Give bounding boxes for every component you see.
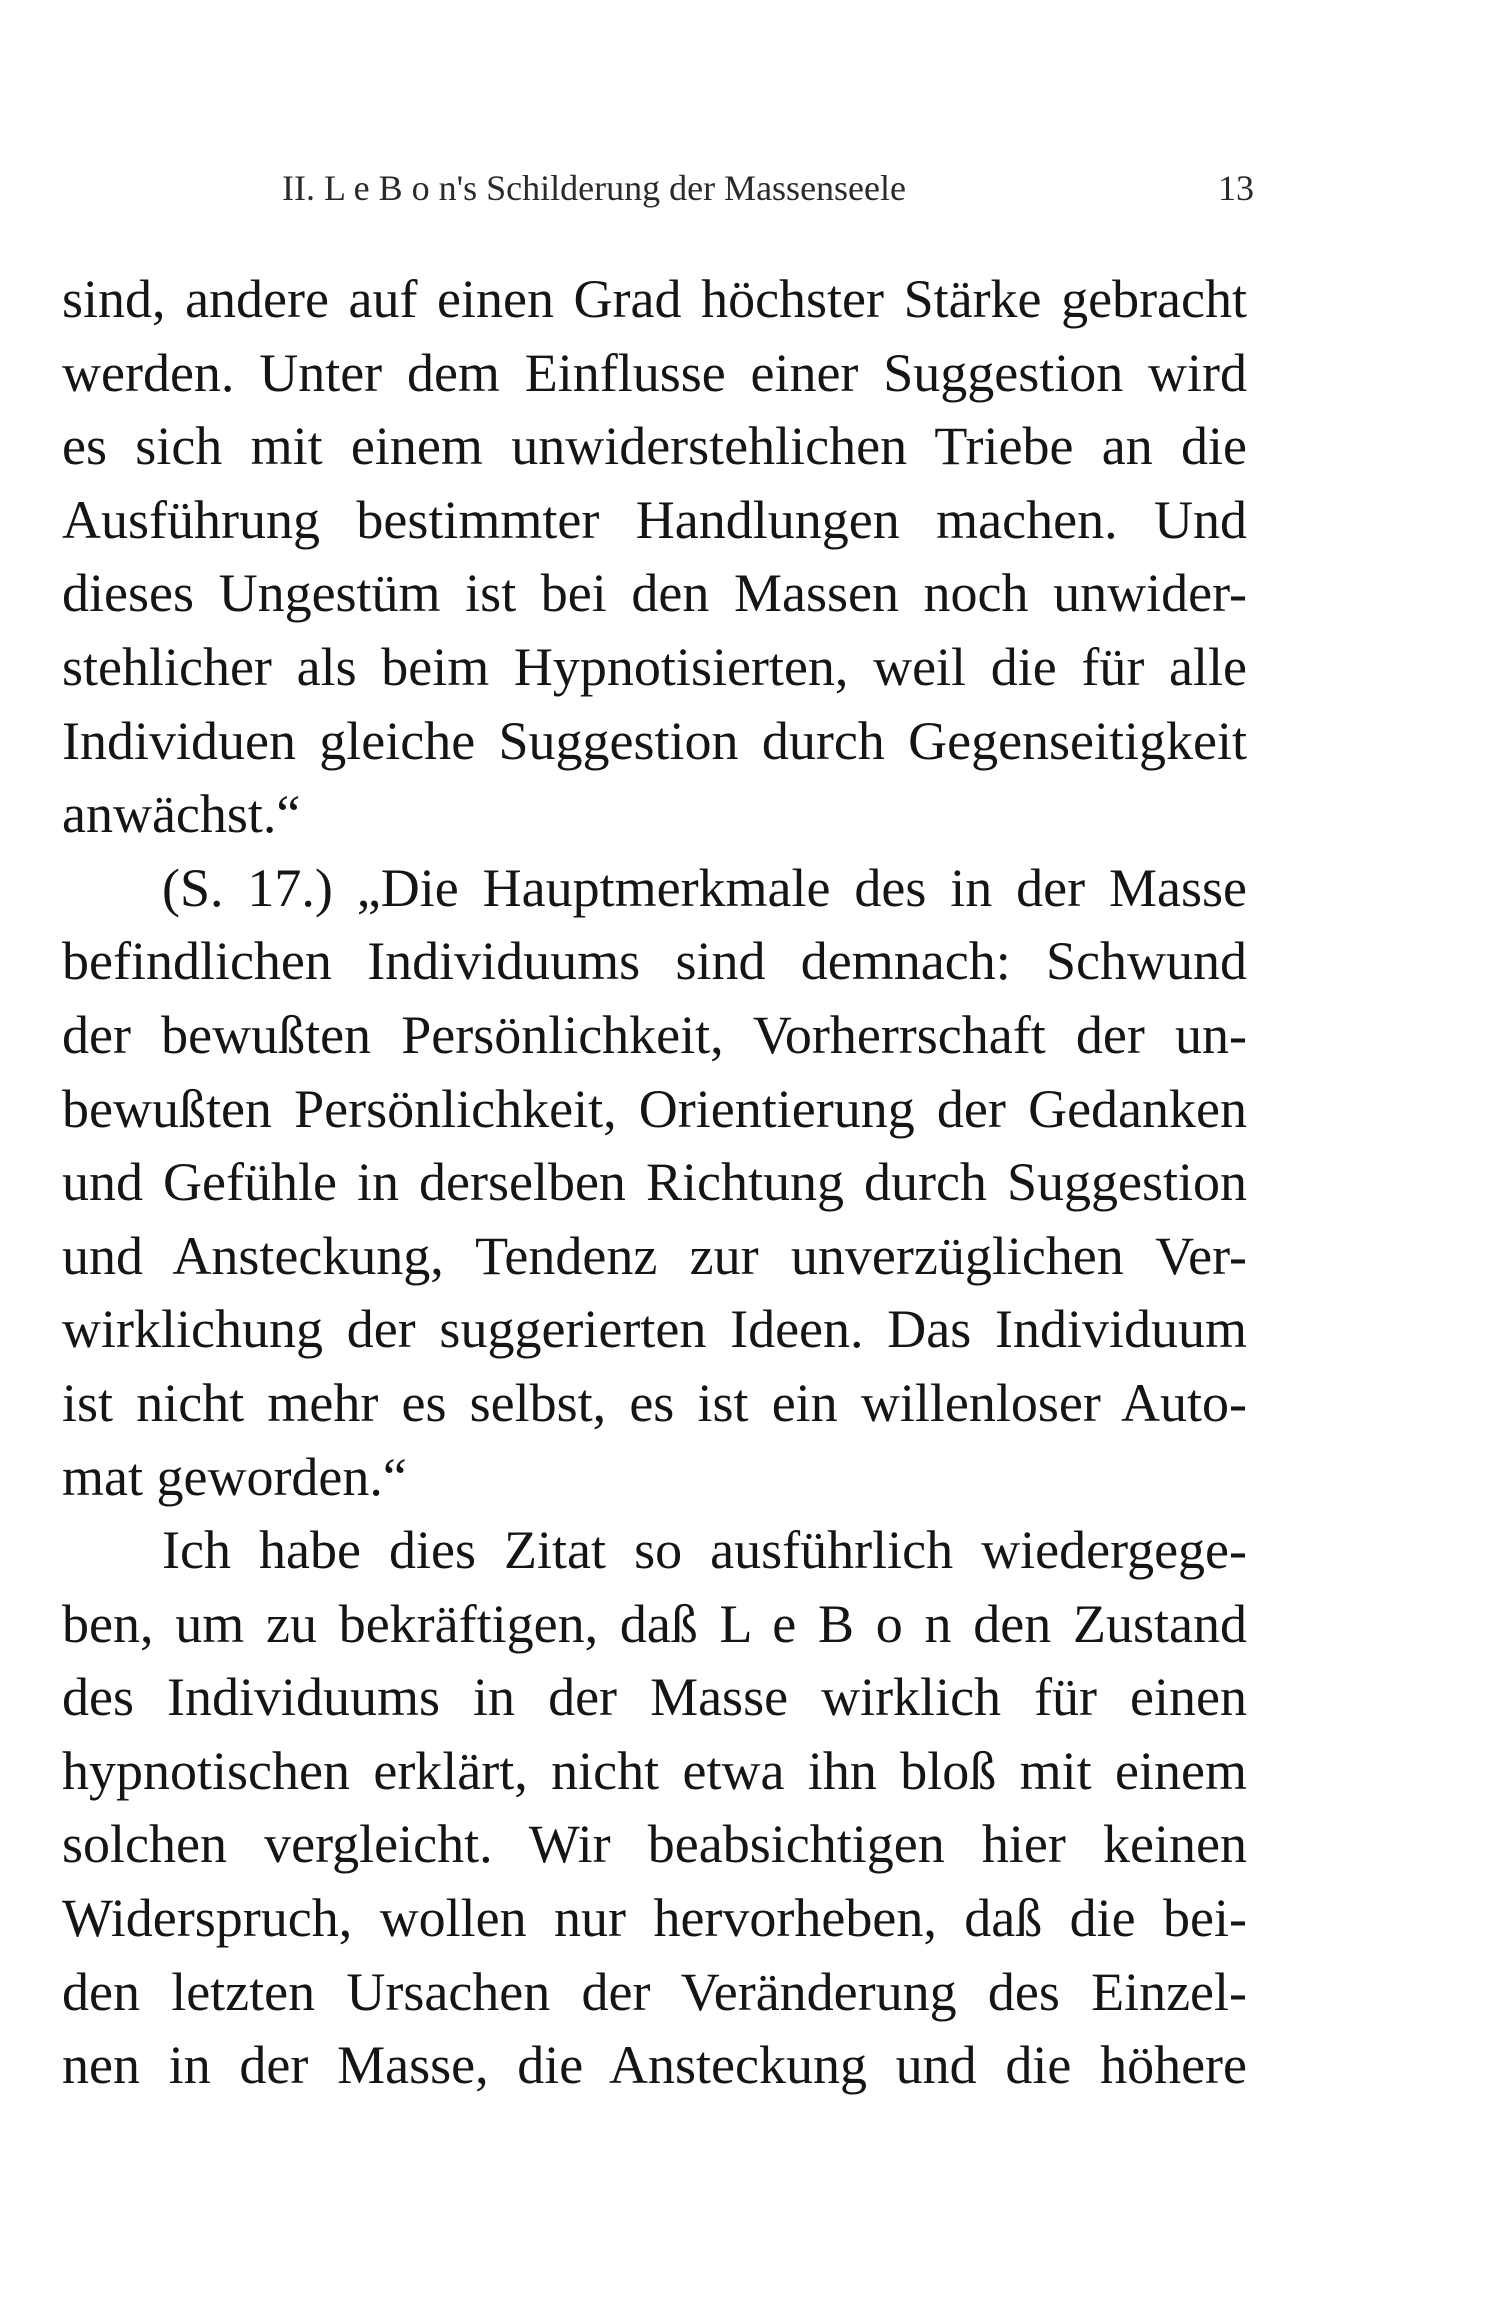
text-line: und Ansteckung, Tendenz zur unverzüglichen Ver- bbox=[62, 1225, 1247, 1286]
text-line: stehlicher als beim Hypnotisierten, weil die für alle bbox=[62, 636, 1247, 697]
text-line: wirklichung der suggerierten Ideen. Das Individuum bbox=[62, 1299, 1247, 1360]
running-header bbox=[0, 158, 1487, 218]
text-line: anwächst.“ bbox=[62, 784, 301, 845]
text-line: befindlichen Individuums sind demnach: Schwund bbox=[62, 931, 1247, 992]
text-line: solchen vergleicht. Wir beabsichtigen hier keinen bbox=[62, 1814, 1247, 1875]
text-line: den letzten Ursachen der Veränderung des Einzel- bbox=[62, 1961, 1247, 2022]
text-line: Individuen gleiche Suggestion durch Gegenseitigkeit bbox=[62, 710, 1247, 771]
text-line: Widerspruch, wollen nur hervorheben, daß die bei- bbox=[62, 1888, 1247, 1949]
text-line: ist nicht mehr es selbst, es ist ein willenloser Auto- bbox=[62, 1372, 1247, 1433]
text-line: und Gefühle in derselben Richtung durch Suggestion bbox=[62, 1152, 1247, 1213]
text-line: dieses Ungestüm ist bei den Massen noch unwider- bbox=[62, 563, 1247, 624]
text-line: nen in der Masse, die Ansteckung und die höhere bbox=[62, 2035, 1247, 2096]
text-line: sind, andere auf einen Grad höchster Stärke gebracht bbox=[62, 269, 1247, 329]
text-line: Ausführung bestimmter Handlungen machen. Und bbox=[62, 489, 1247, 550]
text-line: bewußten Persönlichkeit, Orientierung der Gedanken bbox=[62, 1078, 1247, 1139]
text-line: Ich habe dies Zitat so ausführlich wiedergege- bbox=[162, 1520, 1247, 1581]
running-head-title: II. L e B o n's Schilderung der Massenseele bbox=[282, 168, 906, 208]
page-number: 13 bbox=[1218, 168, 1254, 208]
text-line: mat geworden.“ bbox=[62, 1446, 407, 1507]
text-line: der bewußten Persönlichkeit, Vorherrschaft der un- bbox=[62, 1004, 1247, 1065]
text-line: es sich mit einem unwiderstehlichen Triebe an die bbox=[62, 416, 1247, 477]
text-line: ben, um zu bekräftigen, daß L e B o n den Zustand bbox=[62, 1593, 1247, 1654]
text-line: werden. Unter dem Einflusse einer Suggestion wird bbox=[62, 342, 1247, 403]
text-line: hypnotischen erklärt, nicht etwa ihn bloß mit einem bbox=[62, 1740, 1247, 1801]
text-line: (S. 17.) „Die Hauptmerkmale des in der Masse bbox=[162, 857, 1247, 918]
text-line: des Individuums in der Masse wirklich für einen bbox=[62, 1667, 1247, 1728]
body-text bbox=[62, 263, 1247, 2103]
